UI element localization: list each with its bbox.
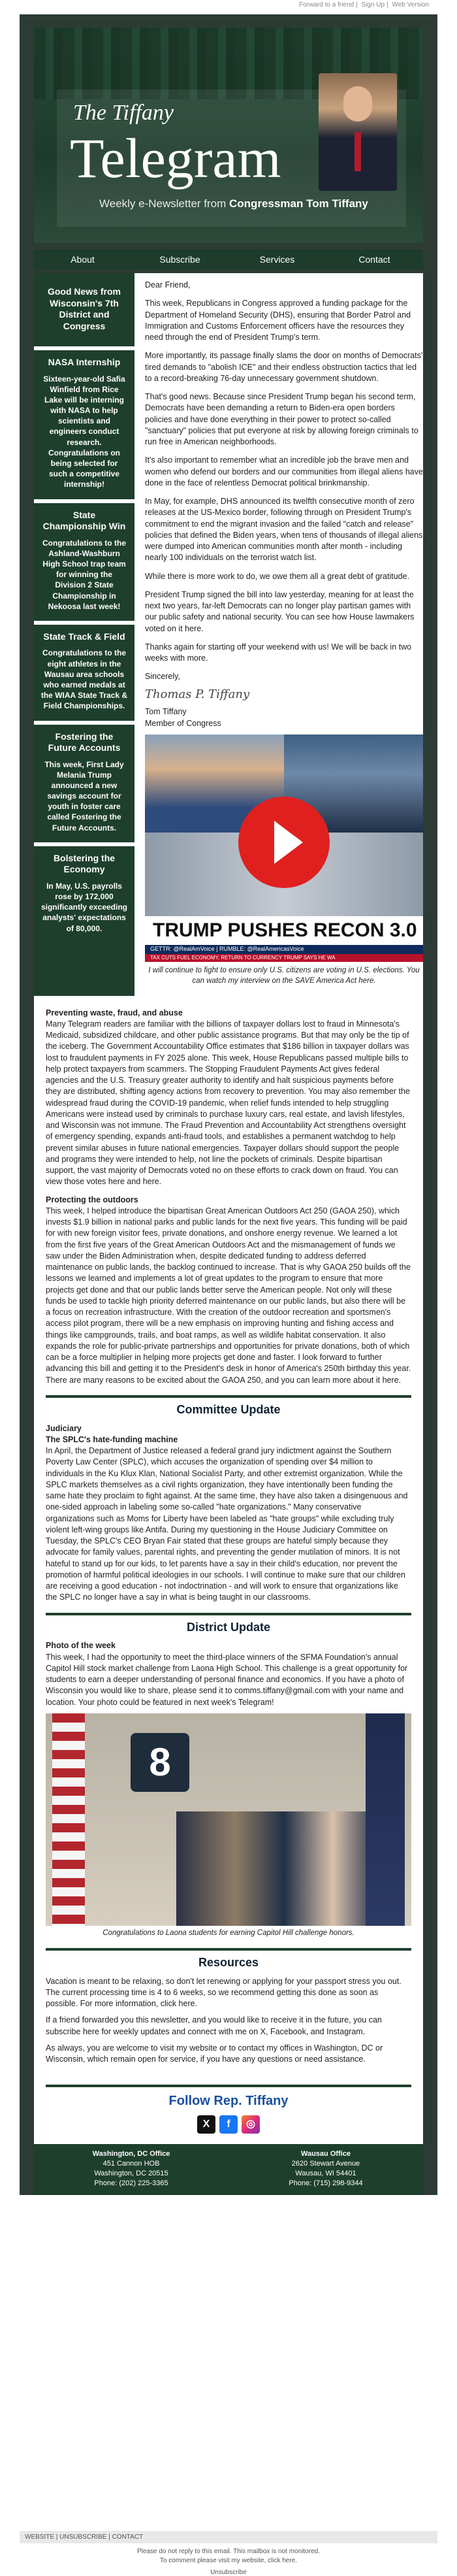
sidebar-title: Good News from Wisconsin's 7th District and Congress (47, 286, 121, 331)
contact-link[interactable]: CONTACT (112, 2534, 144, 2541)
congressman-portrait (319, 73, 397, 191)
email-footer (20, 2531, 437, 2576)
sidebar-text: Congratulations to the Ashland-Washburn High School trap team for winning the Division 2 State Championship in Nekoosa last week! (42, 538, 126, 611)
top-links: Forward to a friend | Sign Up | Web Version (299, 1, 429, 8)
sidebar-item-nasa (34, 350, 134, 503)
office-city: Wausau, WI 54401 (295, 2170, 356, 2178)
follow-section (34, 2078, 423, 2144)
instagram-icon[interactable]: ◎ (242, 2115, 260, 2134)
resources-title: Resources (46, 1948, 411, 1971)
social-icons (197, 2115, 260, 2134)
video-banner: TRUMP PUSHES RECON 3.0 (145, 916, 423, 945)
sidebar-intro (34, 280, 134, 350)
sidebar-item-economy (34, 846, 134, 943)
fraud-heading: Preventing waste, fraud, and abuse (46, 1008, 183, 1017)
photo-of-week (46, 1713, 411, 1926)
video-thumbnail[interactable] (145, 735, 423, 962)
sidebar-text: In May, U.S. payrolls rose by 172,000 significantly exceeding analysts' expectations of 80,000. (40, 881, 128, 933)
video-caption: I will continue to fight to ensure only U.S. citizens are voting in U.S. elections. You can watch my interview on the SAVE America Act here. (148, 966, 420, 985)
full-width-content (34, 996, 423, 2079)
district-body: This week, I had the opportunity to meet the third-place winners of the SFMA Foundation's annual Capitol Hill stock market challenge from Laona High School. This challenge is a great opportunity for students to earn a deeper understanding of personal finance and economics. If you have a photo of Wisconsin you would like to share, please send it to comms.tiffany@gmail.com with your name and location. Your photo could be featured in next week's Telegram! (46, 1652, 408, 1707)
sidebar-item-championship (34, 503, 134, 625)
sidebar-text: Congratulations to the eight athletes in the Wausau area schools who earned medals at the WIAA State Track & Field Championships. (40, 648, 128, 711)
letter-paragraph: That's good news. Because since President Trump began his second term, Democrats have been demanding a return to Biden-era open borders policies and have done everything in their power to protect so-called "sanctuary" policies that put everyone at risk by allowing foreign criminals to run free in American neighborhoods. (145, 392, 418, 446)
portrait-tie (355, 132, 361, 171)
portrait-face (343, 86, 372, 122)
play-icon[interactable] (238, 797, 330, 888)
sidebar-item-foster (34, 725, 134, 846)
unsubscribe-text[interactable]: Unsubscribe (210, 2569, 247, 2576)
unsubscribe-link[interactable]: UNSUBSCRIBE (59, 2534, 107, 2541)
note-line: Please do not reply to this email. This mailbox is not monitored. (137, 2548, 320, 2555)
website-link[interactable]: WEBSITE (25, 2534, 55, 2541)
office-phone: Phone: (202) 225-3365 (94, 2179, 168, 2187)
letter-paragraph: This week, Republicans in Congress approved a funding package for the Department of Homeland Security (DHS), ensuring that Border Patrol and Immigration and Customs Enforcement officers have the resources they need through the end of President Trump's term. (145, 299, 411, 342)
office-address: 451 Cannon HOB (102, 2160, 160, 2168)
photo-caption: Congratulations to Laona students for earning Capitol Hill challenge honors. (102, 1928, 355, 1937)
fraud-body: Many Telegram readers are familiar with the billions of taxpayer dollars lost to fraud in Minnesota's Medicaid, subsidized childcare, and other public assistance programs. But that may only be the tip of the iceberg. The Government Accountability Office estimates that $186 billion in taxpayer dollars was lost to fraudulent payments in FY 2025 alone. This week, House Republicans passed multiple bills to help protect taxpayers from scammers. The Stopping Fraudulent Payments Act gives federal agencies and the U.S. Treasury greater authority to identify and halt suspicious payments before they are distributed, shifting agency actions from recovery to prevention. You may also remember the widespread fraud during the COVID-19 pandemic, when relief funds intended to help struggling Americans were instead used by criminals to purchase luxury cars, real estate, and lavish lifestyles, and Wisconsin was not immune. The Fraud Prevention and Accountability Act strengthens oversight of emergency spending, expands anti-fraud tools, and establishes a permanent watchdog to help prevent similar abuses in future national emergencies. Taxpayer dollars should support the people and programs they were intended to help, not line the pockets of criminals. Despite bipartisan support, the vast majority of Democrats voted no on these efforts to crack down on fraud. You can view those votes here and here. (46, 1019, 410, 1187)
masthead-title: Telegram (70, 127, 281, 190)
sidebar-heading: State Championship Win (42, 509, 126, 532)
resources-paragraph: If a friend forwarded you this newsletter, and you would like to receive it in the future, you can subscribe here for weekly updates and connect with me on X, Facebook, and Instagram. (46, 2015, 382, 2036)
office-city: Washington, DC 20515 (94, 2170, 168, 2178)
sidebar-heading: Bolstering the Economy (53, 852, 116, 875)
facebook-icon[interactable]: f (219, 2115, 238, 2134)
district-title: District Update (46, 1613, 411, 1636)
committee-title: Committee Update (46, 1395, 411, 1418)
footer-links: WEBSITE | UNSUBSCRIBE | CONTACT (20, 2531, 437, 2543)
signoff-role: Member of Congress (145, 718, 221, 728)
office-name: Washington, DC Office (92, 2150, 170, 2158)
two-column-section (34, 273, 423, 996)
masthead-the: The Tiffany (73, 101, 174, 125)
outdoors-body: This week, I helped introduce the bipartisan Great American Outdoors Act 250 (GAOA 250), which invests $1.9 billion in national parks and public lands for the next five years. This funding will be paid for with new foreign visitor fees, private donations, and onshore energy revenue. We learned a lot from the first five years of the Great American Outdoors Act and the mismanagement of funds we saw under the Biden Administration when, despite dedicated funding to address deferred maintenance on public lands, the backlog continued to increase. That is why GAOA 250 builds off the lessons we learned and implements a lot of great updates to the program to ensure that more projects get done and that our public lands better serve the American people. Not only will these funds be used to tackle high priority deferred maintenance on our public lands, but also there will be a focus on recreation infrastructure. With the creation of the outdoor recreation and sportsmen's access pilot program, there will be a new emphasis on improving hunting and fishing access and things like campgrounds, trails, and boat ramps, as well as wildlife habitat conservation. It also expands the role for public-private partnerships and opportunities for private donations, both of which can be a force multiplier in helping more projects get done and faster. I look forward to further advancing this bill and getting it to the President's desk in honor of America's 250th birthday this year. There are many reasons to be excited about the GAOA 250, and you can learn more about it here. (46, 1206, 411, 1385)
signature: Thomas P. Tiffany (145, 687, 250, 701)
letter-paragraph: Thanks again for starting off your weekend with us! We will be back in two weeks with more. (145, 642, 412, 663)
wausau-office (228, 2149, 423, 2188)
signup-link[interactable]: Sign Up (361, 1, 385, 8)
nav-about[interactable]: About (71, 254, 95, 265)
group-photo (176, 1811, 372, 1926)
dc-office (34, 2149, 228, 2188)
sidebar-heading: Fostering the Future Accounts (48, 731, 121, 753)
forward-link[interactable]: Forward to a friend (299, 1, 355, 8)
office-phone: Phone: (715) 298-9344 (289, 2179, 363, 2187)
web-version-link[interactable]: Web Version (392, 1, 429, 8)
sidebar-heading: State Track & Field (43, 631, 125, 642)
newsletter-container (20, 14, 437, 2195)
video-ticker-secondary: TAX CUTS FUEL ECONOMY, RETURN TO CURRENCY TRUMP SAYS HE WA (145, 954, 423, 962)
x-icon[interactable]: X (197, 2115, 215, 2134)
sidebar-text: Sixteen-year-old Safia Winfield from Rice Lake will be interning with NASA to help scientists and engineers conduct research. Congratulations on being selected for such a competitive internship! (43, 374, 125, 489)
closing: Sincerely, (145, 672, 180, 682)
us-flag (52, 1713, 85, 1926)
video-ticker: GETTR: @RealAmVoice | RUMBLE: @RealAmericasVoice (145, 945, 423, 954)
resources-paragraph: Vacation is meant to be relaxing, so don't let renewing or applying for your passport stress you out. The current processing time is 4 to 6 weeks, so we recommend getting this done as soon as possible. For more information, click here. (46, 1976, 402, 2009)
state-sign: 8 (131, 1733, 189, 1792)
letter-paragraph: While there is more work to do, we owe them all a great debt of gratitude. (145, 571, 410, 581)
letter-paragraph: It's also important to remember what an incredible job the brave men and women who defend our borders and our communities from illegal aliens have done in the face of relentless Democrat political brinkmanship. (145, 455, 423, 487)
nav-bar (34, 250, 423, 269)
nav-subscribe[interactable]: Subscribe (159, 254, 200, 265)
note-line: To comment please visit my website, click here. (159, 2556, 298, 2564)
wisconsin-flag (366, 1713, 405, 1926)
masthead-subtitle: Weekly e-Newsletter from Congressman Tom Tiffany (99, 197, 368, 210)
office-name: Wausau Office (301, 2150, 351, 2158)
district-heading: Photo of the week (46, 1641, 116, 1651)
office-address: 2620 Stewart Avenue (291, 2160, 360, 2168)
sidebar-text: This week, First Lady Melania Trump announced a new savings account for youth in foster care called Fostering the Future Accounts. (44, 759, 124, 833)
letter-paragraph: In May, for example, DHS announced its twelfth consecutive month of zero releases at the US-Mexico border, following through on President Trump's commitment to end the migrant invasion and the failed "catch and release" policies that defined the Biden years, when tens of thousands of illegal aliens were dumped into American communities month after month - including nearly 100 individuals on the terrorist watch list. (145, 497, 423, 563)
signoff-name: Tom Tiffany (145, 707, 187, 717)
masthead (34, 27, 423, 243)
outdoors-heading: Protecting the outdoors (46, 1195, 138, 1204)
letter-paragraph: President Trump signed the bill into law yesterday, meaning for at least the next two years, far-left Democrats can no longer play partisan games with our public safety and national security. You can see how House lawmakers voted on it here. (145, 589, 415, 633)
sidebar-heading: NASA Internship (48, 357, 121, 367)
follow-title: Follow Rep. Tiffany (46, 2085, 411, 2109)
nav-services[interactable]: Services (259, 254, 295, 265)
letter-paragraph: More importantly, its passage finally slams the door on months of Democrats' tired demands to "abolish ICE" and their endless obstruction tactics that led to a record-breaking 76-day unnecessary government shutdown. (145, 351, 423, 383)
offices-footer (34, 2144, 423, 2194)
greeting: Dear Friend, (145, 280, 191, 289)
committee-heading: The SPLC's hate-funding machine (46, 1434, 178, 1444)
letter-column (145, 273, 423, 996)
no-reply-note (20, 2547, 437, 2565)
committee-body: In April, the Department of Justice released a federal grand jury indictment against the Southern Poverty Law Center (SPLC), which accuses the organization of spending over $4 million to individuals in the Ku Klux Klan, National Socialist Party, and other extremist organization. While the SPLC markets themselves as a civil rights organization, they have intentionally been funding the same hate they proclaim to fight against. At the same time, they have also taken a disingenuous and one-sided approach in labeling some so-called "hate organizations." Many conservative organizations such as Moms for Liberty have been labeled as "hate groups" while excluding truly violent left-wing groups like Antifa. During my questioning in the House Judiciary Committee on Tuesday, the SPLC's CEO Bryan Fair stated that these groups are hateful simply because they advocate for family values, parental rights, and preventing the gender mutilation of minors. It is not hateful to stand up for our kids, to let parents have a say in their child's education, nor prevent the promotion of harmful political ideologies in our schools. I will continue to make sure that our children are receiving a good education - not indoctrination - and will work to ensure that organizations like the SPLC no longer have a say in what is being taught in our classrooms. (46, 1446, 408, 1602)
good-news-sidebar (34, 273, 134, 996)
sidebar-item-track (34, 625, 134, 725)
committee-label: Judiciary (46, 1423, 82, 1433)
nav-contact[interactable]: Contact (358, 254, 390, 265)
resources-paragraph: As always, you are welcome to visit my website or to contact my offices in Washington, DC or Wisconsin, which remain open for service, if you have any questions or need assistance. (46, 2043, 383, 2064)
